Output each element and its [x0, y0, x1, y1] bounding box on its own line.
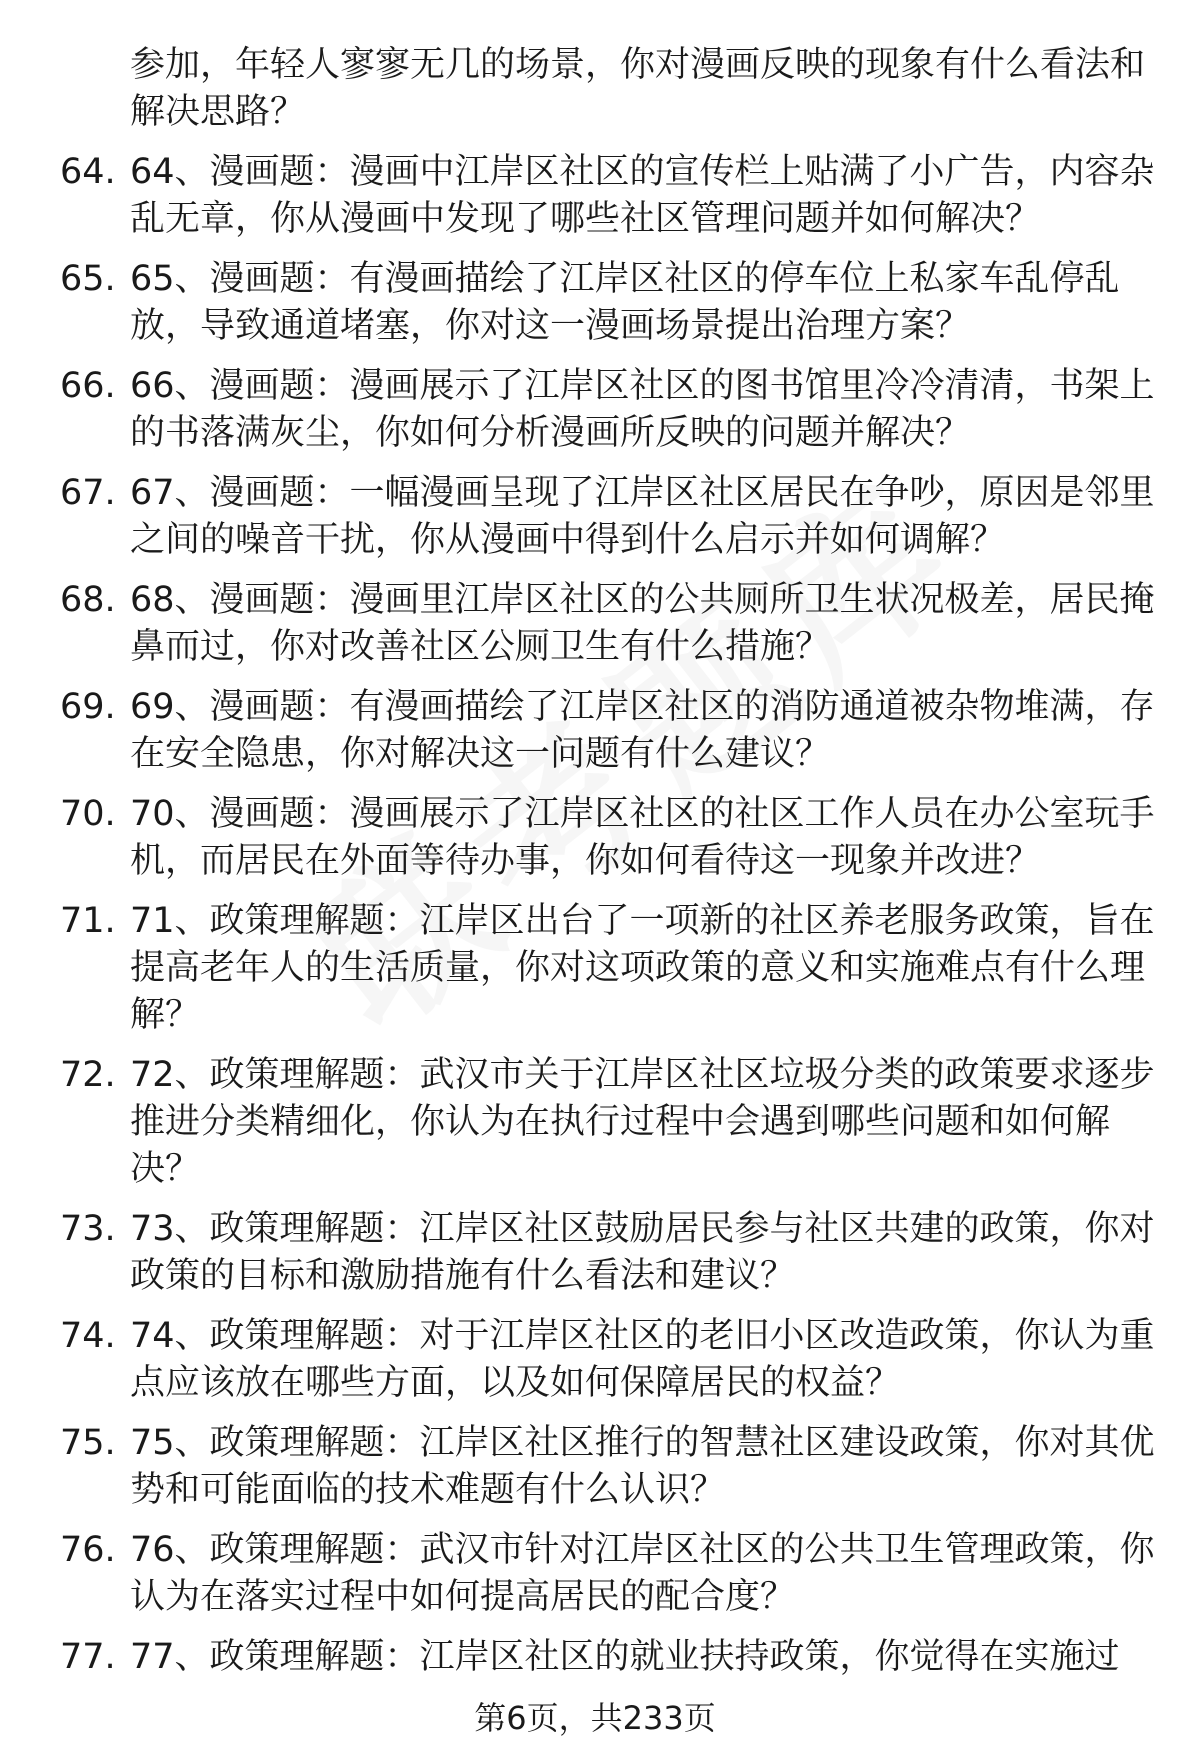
question-list — [60, 42, 1160, 1694]
item-text: 77、政策理解题：江岸区社区的就业扶持政策，你觉得在实施过 — [130, 1637, 1120, 1677]
item-text: 67、漫画题：一幅漫画呈现了江岸区社区居民在争吵，原因是邻里之间的噪音干扰，你从漫画中得到什么启示并如何调解？ — [130, 473, 1155, 560]
item-text: 73、政策理解题：江岸区社区鼓励居民参与社区共建的政策，你对政策的目标和激励措施有什么看法和建议？ — [130, 1209, 1155, 1296]
item-number: 74. — [60, 1316, 116, 1356]
item-number: 69. — [60, 687, 116, 727]
list-item — [60, 1206, 1160, 1300]
item-number: 66. — [60, 366, 116, 406]
list-item — [60, 470, 1160, 564]
list-item — [60, 149, 1160, 243]
list-item — [60, 577, 1160, 671]
item-number: 68. — [60, 580, 116, 620]
list-item — [60, 256, 1160, 350]
list-item — [60, 1527, 1160, 1621]
item-text: 65、漫画题：有漫画描绘了江岸区社区的停车位上私家车乱停乱放，导致通道堵塞，你对这一漫画场景提出治理方案？ — [130, 259, 1120, 346]
item-text: 64、漫画题：漫画中江岸区社区的宣传栏上贴满了小广告，内容杂乱无章，你从漫画中发现了哪些社区管理问题并如何解决？ — [130, 152, 1155, 239]
item-number: 76. — [60, 1530, 116, 1570]
item-text: 66、漫画题：漫画展示了江岸区社区的图书馆里冷冷清清，书架上的书落满灰尘，你如何分析漫画所反映的问题并解决？ — [130, 366, 1155, 453]
item-number: 71. — [60, 901, 116, 941]
item-number: 70. — [60, 794, 116, 834]
list-item — [60, 684, 1160, 778]
item-number: 77. — [60, 1637, 116, 1677]
item-number: 65. — [60, 259, 116, 299]
list-item — [60, 363, 1160, 457]
item-text: 75、政策理解题：江岸区社区推行的智慧社区建设政策，你对其优势和可能面临的技术难题有什么认识？ — [130, 1423, 1155, 1510]
list-item — [60, 1052, 1160, 1193]
item-text: 70、漫画题：漫画展示了江岸区社区的社区工作人员在办公室玩手机，而居民在外面等待办事，你如何看待这一现象并改进？ — [130, 794, 1155, 881]
item-number: 72. — [60, 1055, 116, 1095]
item-number: 67. — [60, 473, 116, 513]
item-text: 74、政策理解题：对于江岸区社区的老旧小区改造政策，你认为重点应该放在哪些方面，以及如何保障居民的权益？ — [130, 1316, 1155, 1403]
page-footer: 第6页，共233页 — [474, 1699, 716, 1737]
item-number: 64. — [60, 152, 116, 192]
item-text: 68、漫画题：漫画里江岸区社区的公共厕所卫生状况极差，居民掩鼻而过，你对改善社区公厕卫生有什么措施？ — [130, 580, 1155, 667]
item-text: 76、政策理解题：武汉市针对江岸区社区的公共卫生管理政策，你认为在落实过程中如何提高居民的配合度？ — [130, 1530, 1155, 1617]
list-item — [60, 791, 1160, 885]
list-item — [60, 1313, 1160, 1407]
continuation-text: 参加，年轻人寥寥无几的场景，你对漫画反映的现象有什么看法和解决思路？ — [130, 45, 1146, 132]
list-item — [60, 898, 1160, 1039]
item-text: 69、漫画题：有漫画描绘了江岸区社区的消防通道被杂物堆满，存在安全隐患，你对解决这一问题有什么建议？ — [130, 687, 1155, 774]
item-number: 73. — [60, 1209, 116, 1249]
list-item-continuation — [60, 42, 1160, 136]
list-item — [60, 1634, 1160, 1681]
item-number: 75. — [60, 1423, 116, 1463]
item-text: 71、政策理解题：江岸区出台了一项新的社区养老服务政策，旨在提高老年人的生活质量，你对这项政策的意义和实施难点有什么理解？ — [130, 901, 1155, 1035]
list-item — [60, 1420, 1160, 1514]
item-text: 72、政策理解题：武汉市关于江岸区社区垃圾分类的政策要求逐步推进分类精细化，你认为在执行过程中会遇到哪些问题和如何解决？ — [130, 1055, 1155, 1189]
